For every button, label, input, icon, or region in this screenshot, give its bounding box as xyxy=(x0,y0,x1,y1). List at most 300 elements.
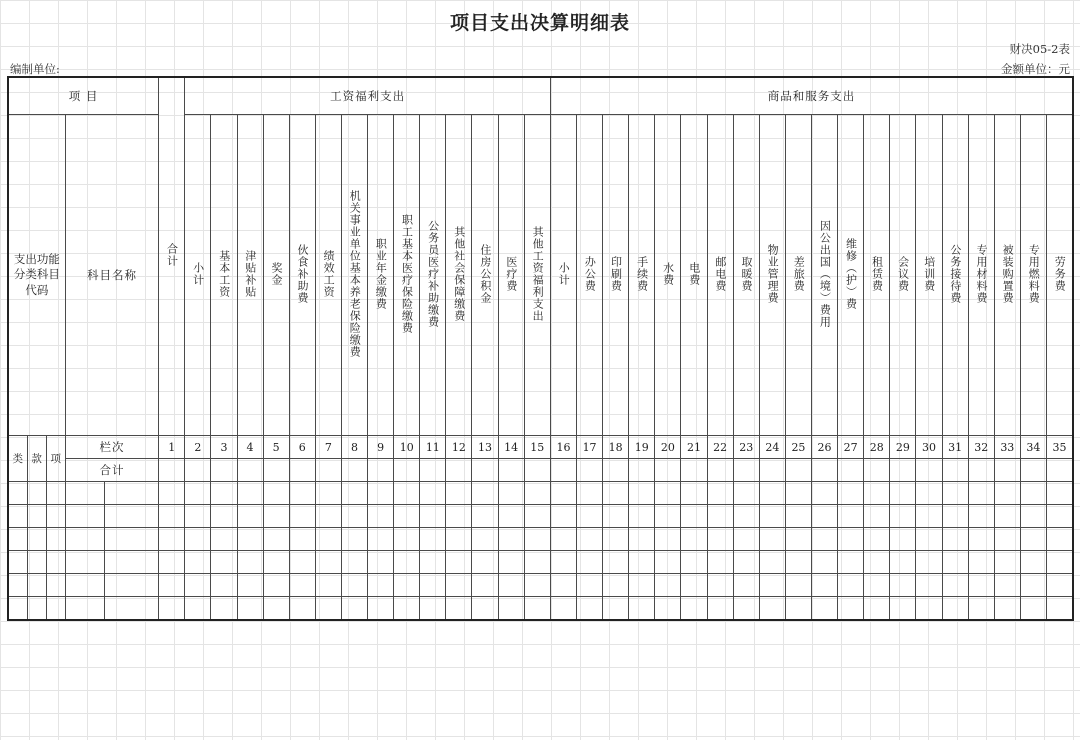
data-cell[interactable] xyxy=(838,528,864,551)
data-cell[interactable] xyxy=(1020,482,1046,505)
data-cell[interactable] xyxy=(942,459,968,482)
data-cell[interactable] xyxy=(785,482,811,505)
wage-column-header: 医疗费 xyxy=(498,115,524,436)
data-cell[interactable] xyxy=(785,574,811,597)
data-cell[interactable] xyxy=(916,528,942,551)
data-cell[interactable] xyxy=(524,574,550,597)
data-cell[interactable] xyxy=(812,528,838,551)
data-cell[interactable] xyxy=(27,551,46,574)
data-cell[interactable] xyxy=(263,528,289,551)
data-cell[interactable] xyxy=(341,482,367,505)
data-cell[interactable] xyxy=(968,482,994,505)
data-cell[interactable] xyxy=(1020,551,1046,574)
data-cell[interactable] xyxy=(211,528,237,551)
data-cell[interactable] xyxy=(394,574,420,597)
data-cell[interactable] xyxy=(263,482,289,505)
data-cell[interactable] xyxy=(577,459,603,482)
data-cell[interactable] xyxy=(498,528,524,551)
data-cell[interactable] xyxy=(263,597,289,621)
data-cell[interactable] xyxy=(994,459,1020,482)
data-cell[interactable] xyxy=(838,482,864,505)
data-cell[interactable] xyxy=(968,459,994,482)
data-cell[interactable] xyxy=(420,551,446,574)
data-cell[interactable] xyxy=(916,482,942,505)
data-cell[interactable] xyxy=(577,482,603,505)
data-cell[interactable] xyxy=(524,551,550,574)
data-cell[interactable] xyxy=(916,505,942,528)
data-cell[interactable] xyxy=(420,597,446,621)
data-cell[interactable] xyxy=(864,505,890,528)
goods-column-header: 因公出国（境）费用 xyxy=(812,115,838,436)
data-cell[interactable] xyxy=(394,459,420,482)
data-cell[interactable] xyxy=(46,551,65,574)
data-cell[interactable] xyxy=(994,528,1020,551)
data-cell[interactable] xyxy=(733,551,759,574)
data-cell[interactable] xyxy=(629,459,655,482)
data-cell[interactable] xyxy=(368,459,394,482)
data-cell[interactable] xyxy=(785,597,811,621)
data-cell[interactable] xyxy=(27,528,46,551)
data-cell[interactable] xyxy=(65,528,104,551)
data-cell[interactable] xyxy=(707,528,733,551)
data-cell[interactable] xyxy=(237,528,263,551)
goods-column-header: 邮电费 xyxy=(707,115,733,436)
data-cell[interactable] xyxy=(524,528,550,551)
data-cell[interactable] xyxy=(681,505,707,528)
data-cell[interactable] xyxy=(916,597,942,621)
data-cell[interactable] xyxy=(315,551,341,574)
data-cell[interactable] xyxy=(864,597,890,621)
data-cell[interactable] xyxy=(1020,459,1046,482)
data-cell[interactable] xyxy=(1020,597,1046,621)
goods-column-header: 取暖费 xyxy=(733,115,759,436)
data-cell[interactable] xyxy=(8,482,27,505)
data-cell[interactable] xyxy=(577,505,603,528)
data-cell[interactable] xyxy=(994,482,1020,505)
data-cell[interactable] xyxy=(420,482,446,505)
data-cell[interactable] xyxy=(655,528,681,551)
data-cell[interactable] xyxy=(8,574,27,597)
column-index-cell: 30 xyxy=(916,436,942,459)
data-cell[interactable] xyxy=(890,551,916,574)
data-cell[interactable] xyxy=(550,459,576,482)
goods-column-header: 专用燃料费 xyxy=(1020,115,1046,436)
column-index-cell: 21 xyxy=(681,436,707,459)
goods-column-header: 电费 xyxy=(681,115,707,436)
data-cell[interactable] xyxy=(394,482,420,505)
data-cell[interactable] xyxy=(185,505,211,528)
data-cell[interactable] xyxy=(472,551,498,574)
data-cell[interactable] xyxy=(785,459,811,482)
data-cell[interactable] xyxy=(237,482,263,505)
data-cell[interactable] xyxy=(46,505,65,528)
column-index-cell: 22 xyxy=(707,436,733,459)
data-cell[interactable] xyxy=(550,528,576,551)
data-cell[interactable] xyxy=(237,574,263,597)
data-cell[interactable] xyxy=(368,551,394,574)
reporting-unit-label: 编制单位: xyxy=(10,62,60,76)
data-cell[interactable] xyxy=(46,597,65,621)
data-cell[interactable] xyxy=(707,551,733,574)
data-cell[interactable] xyxy=(8,505,27,528)
data-cell[interactable] xyxy=(707,482,733,505)
data-cell[interactable] xyxy=(446,574,472,597)
data-cell[interactable] xyxy=(185,528,211,551)
data-cell[interactable] xyxy=(394,551,420,574)
data-cell[interactable] xyxy=(472,574,498,597)
data-cell[interactable] xyxy=(315,574,341,597)
data-cell[interactable] xyxy=(707,505,733,528)
data-cell[interactable] xyxy=(368,528,394,551)
data-cell[interactable] xyxy=(289,482,315,505)
data-cell[interactable] xyxy=(890,505,916,528)
data-cell[interactable] xyxy=(420,459,446,482)
data-cell[interactable] xyxy=(498,551,524,574)
data-cell[interactable] xyxy=(942,597,968,621)
data-cell[interactable] xyxy=(185,574,211,597)
data-cell[interactable] xyxy=(629,528,655,551)
data-cell[interactable] xyxy=(603,551,629,574)
data-cell[interactable] xyxy=(27,597,46,621)
data-cell[interactable] xyxy=(498,459,524,482)
data-cell[interactable] xyxy=(46,482,65,505)
data-cell[interactable] xyxy=(104,505,158,528)
data-cell[interactable] xyxy=(289,505,315,528)
data-cell[interactable] xyxy=(759,551,785,574)
data-cell[interactable] xyxy=(8,597,27,621)
total-column-header: 合计 xyxy=(159,77,185,436)
expenditure-table xyxy=(7,76,1074,621)
data-cell[interactable] xyxy=(968,505,994,528)
data-cell[interactable] xyxy=(263,551,289,574)
data-cell[interactable] xyxy=(733,459,759,482)
data-cell[interactable] xyxy=(104,597,158,621)
data-cell[interactable] xyxy=(27,482,46,505)
data-cell[interactable] xyxy=(603,505,629,528)
data-cell[interactable] xyxy=(8,551,27,574)
wage-column-header: 绩效工资 xyxy=(315,115,341,436)
data-cell[interactable] xyxy=(759,597,785,621)
data-cell[interactable] xyxy=(942,528,968,551)
data-cell[interactable] xyxy=(498,597,524,621)
data-cell[interactable] xyxy=(27,505,46,528)
data-cell[interactable] xyxy=(237,597,263,621)
data-cell[interactable] xyxy=(159,459,185,482)
data-cell[interactable] xyxy=(890,482,916,505)
data-cell[interactable] xyxy=(315,459,341,482)
data-cell[interactable] xyxy=(838,505,864,528)
data-cell[interactable] xyxy=(812,482,838,505)
data-cell[interactable] xyxy=(785,528,811,551)
data-cell[interactable] xyxy=(368,482,394,505)
data-cell[interactable] xyxy=(942,551,968,574)
data-cell[interactable] xyxy=(104,574,158,597)
data-cell[interactable] xyxy=(341,505,367,528)
data-cell[interactable] xyxy=(1046,574,1073,597)
amount-unit-label: 金额单位：元 xyxy=(1001,62,1070,76)
data-cell[interactable] xyxy=(104,482,158,505)
data-cell[interactable] xyxy=(368,597,394,621)
data-cell[interactable] xyxy=(838,574,864,597)
data-cell[interactable] xyxy=(968,528,994,551)
data-cell[interactable] xyxy=(916,459,942,482)
data-cell[interactable] xyxy=(46,528,65,551)
data-cell[interactable] xyxy=(65,482,104,505)
data-cell[interactable] xyxy=(629,574,655,597)
data-cell[interactable] xyxy=(812,574,838,597)
data-cell[interactable] xyxy=(394,528,420,551)
data-cell[interactable] xyxy=(185,551,211,574)
data-cell[interactable] xyxy=(864,551,890,574)
data-cell[interactable] xyxy=(655,551,681,574)
data-cell[interactable] xyxy=(159,574,185,597)
data-cell[interactable] xyxy=(655,597,681,621)
data-cell[interactable] xyxy=(864,528,890,551)
goods-column-header: 培训费 xyxy=(916,115,942,436)
data-cell[interactable] xyxy=(785,505,811,528)
data-cell[interactable] xyxy=(185,459,211,482)
data-cell[interactable] xyxy=(8,528,27,551)
data-cell[interactable] xyxy=(289,551,315,574)
data-cell[interactable] xyxy=(629,505,655,528)
data-cell[interactable] xyxy=(341,551,367,574)
data-cell[interactable] xyxy=(838,597,864,621)
data-cell[interactable] xyxy=(968,597,994,621)
data-cell[interactable] xyxy=(263,459,289,482)
data-cell[interactable] xyxy=(289,528,315,551)
data-cell[interactable] xyxy=(65,551,104,574)
column-index-cell: 35 xyxy=(1046,436,1073,459)
data-cell[interactable] xyxy=(420,528,446,551)
data-cell[interactable] xyxy=(472,482,498,505)
data-cell[interactable] xyxy=(211,459,237,482)
data-cell[interactable] xyxy=(1046,528,1073,551)
column-index-cell: 24 xyxy=(759,436,785,459)
data-cell[interactable] xyxy=(968,574,994,597)
data-cell[interactable] xyxy=(524,505,550,528)
data-cell[interactable] xyxy=(759,505,785,528)
data-cell[interactable] xyxy=(942,482,968,505)
data-cell[interactable] xyxy=(707,597,733,621)
data-cell[interactable] xyxy=(629,597,655,621)
data-cell[interactable] xyxy=(289,574,315,597)
data-cell[interactable] xyxy=(315,528,341,551)
data-cell[interactable] xyxy=(263,505,289,528)
data-cell[interactable] xyxy=(733,597,759,621)
data-cell[interactable] xyxy=(759,459,785,482)
data-cell[interactable] xyxy=(681,482,707,505)
data-cell[interactable] xyxy=(472,459,498,482)
form-code: 财决05-2表 xyxy=(1009,42,1070,56)
data-cell[interactable] xyxy=(681,459,707,482)
data-cell[interactable] xyxy=(864,459,890,482)
data-cell[interactable] xyxy=(733,482,759,505)
data-cell[interactable] xyxy=(394,505,420,528)
data-cell[interactable] xyxy=(211,505,237,528)
data-cell[interactable] xyxy=(655,459,681,482)
data-cell[interactable] xyxy=(524,459,550,482)
data-cell[interactable] xyxy=(65,597,104,621)
data-cell[interactable] xyxy=(289,459,315,482)
data-cell[interactable] xyxy=(838,459,864,482)
data-cell[interactable] xyxy=(890,574,916,597)
data-cell[interactable] xyxy=(159,482,185,505)
data-cell[interactable] xyxy=(550,551,576,574)
data-cell[interactable] xyxy=(498,482,524,505)
data-cell[interactable] xyxy=(368,505,394,528)
data-cell[interactable] xyxy=(1020,574,1046,597)
data-cell[interactable] xyxy=(994,505,1020,528)
data-cell[interactable] xyxy=(916,574,942,597)
data-cell[interactable] xyxy=(603,528,629,551)
data-cell[interactable] xyxy=(185,482,211,505)
data-cell[interactable] xyxy=(733,528,759,551)
data-cell[interactable] xyxy=(759,482,785,505)
data-cell[interactable] xyxy=(341,528,367,551)
data-cell[interactable] xyxy=(603,597,629,621)
data-cell[interactable] xyxy=(1046,459,1073,482)
data-cell[interactable] xyxy=(838,551,864,574)
data-cell[interactable] xyxy=(498,574,524,597)
data-cell[interactable] xyxy=(864,482,890,505)
data-cell[interactable] xyxy=(968,551,994,574)
data-cell[interactable] xyxy=(550,482,576,505)
data-cell[interactable] xyxy=(211,597,237,621)
data-cell[interactable] xyxy=(1046,482,1073,505)
data-cell[interactable] xyxy=(46,574,65,597)
data-cell[interactable] xyxy=(394,597,420,621)
data-cell[interactable] xyxy=(812,551,838,574)
data-cell[interactable] xyxy=(159,551,185,574)
data-cell[interactable] xyxy=(263,574,289,597)
data-cell[interactable] xyxy=(237,459,263,482)
data-cell[interactable] xyxy=(890,528,916,551)
data-cell[interactable] xyxy=(104,528,158,551)
data-cell[interactable] xyxy=(707,459,733,482)
data-cell[interactable] xyxy=(707,574,733,597)
data-cell[interactable] xyxy=(733,505,759,528)
data-cell[interactable] xyxy=(289,597,315,621)
data-cell[interactable] xyxy=(994,597,1020,621)
data-cell[interactable] xyxy=(472,528,498,551)
data-cell[interactable] xyxy=(812,597,838,621)
data-cell[interactable] xyxy=(27,574,46,597)
data-cell[interactable] xyxy=(315,597,341,621)
wage-column-header: 其他工资福利支出 xyxy=(524,115,550,436)
data-cell[interactable] xyxy=(104,551,158,574)
data-cell[interactable] xyxy=(681,551,707,574)
data-cell[interactable] xyxy=(1020,528,1046,551)
data-cell[interactable] xyxy=(159,597,185,621)
data-cell[interactable] xyxy=(420,574,446,597)
data-cell[interactable] xyxy=(812,505,838,528)
data-cell[interactable] xyxy=(315,505,341,528)
data-cell[interactable] xyxy=(890,459,916,482)
data-cell[interactable] xyxy=(185,597,211,621)
data-cell[interactable] xyxy=(472,597,498,621)
data-cell[interactable] xyxy=(341,459,367,482)
data-cell[interactable] xyxy=(420,505,446,528)
data-cell[interactable] xyxy=(498,505,524,528)
data-cell[interactable] xyxy=(237,551,263,574)
data-cell[interactable] xyxy=(629,482,655,505)
data-cell[interactable] xyxy=(681,574,707,597)
data-cell[interactable] xyxy=(890,597,916,621)
data-cell[interactable] xyxy=(759,574,785,597)
column-index-cell: 29 xyxy=(890,436,916,459)
data-cell[interactable] xyxy=(65,505,104,528)
data-cell[interactable] xyxy=(159,505,185,528)
data-cell[interactable] xyxy=(864,574,890,597)
data-cell[interactable] xyxy=(681,528,707,551)
data-cell[interactable] xyxy=(603,574,629,597)
data-cell[interactable] xyxy=(994,551,1020,574)
data-cell[interactable] xyxy=(550,574,576,597)
data-cell[interactable] xyxy=(1046,551,1073,574)
data-cell[interactable] xyxy=(237,505,263,528)
data-cell[interactable] xyxy=(733,574,759,597)
data-cell[interactable] xyxy=(759,528,785,551)
row-index-label: 栏次 xyxy=(65,436,158,459)
data-cell[interactable] xyxy=(812,459,838,482)
data-cell[interactable] xyxy=(472,505,498,528)
data-cell[interactable] xyxy=(211,574,237,597)
data-cell[interactable] xyxy=(994,574,1020,597)
data-cell[interactable] xyxy=(446,459,472,482)
data-cell[interactable] xyxy=(577,551,603,574)
goods-column-header: 办公费 xyxy=(577,115,603,436)
data-cell[interactable] xyxy=(524,597,550,621)
data-cell[interactable] xyxy=(211,482,237,505)
data-cell[interactable] xyxy=(550,597,576,621)
goods-column-header: 小计 xyxy=(550,115,576,436)
data-cell[interactable] xyxy=(446,482,472,505)
data-cell[interactable] xyxy=(446,597,472,621)
data-cell[interactable] xyxy=(1046,597,1073,621)
data-cell[interactable] xyxy=(341,574,367,597)
data-cell[interactable] xyxy=(550,505,576,528)
data-cell[interactable] xyxy=(655,482,681,505)
data-cell[interactable] xyxy=(681,597,707,621)
data-cell[interactable] xyxy=(629,551,655,574)
data-cell[interactable] xyxy=(1046,505,1073,528)
data-cell[interactable] xyxy=(524,482,550,505)
data-cell[interactable] xyxy=(315,482,341,505)
data-cell[interactable] xyxy=(341,597,367,621)
data-cell[interactable] xyxy=(603,482,629,505)
data-cell[interactable] xyxy=(655,505,681,528)
data-cell[interactable] xyxy=(368,574,394,597)
data-cell[interactable] xyxy=(603,459,629,482)
table-row xyxy=(8,505,1073,528)
data-cell[interactable] xyxy=(577,597,603,621)
data-cell[interactable] xyxy=(65,574,104,597)
data-cell[interactable] xyxy=(211,551,237,574)
data-cell[interactable] xyxy=(785,551,811,574)
data-cell[interactable] xyxy=(446,551,472,574)
data-cell[interactable] xyxy=(446,505,472,528)
data-cell[interactable] xyxy=(916,551,942,574)
data-cell[interactable] xyxy=(942,505,968,528)
data-cell[interactable] xyxy=(1020,505,1046,528)
data-cell[interactable] xyxy=(577,574,603,597)
column-index-cell: 25 xyxy=(785,436,811,459)
data-cell[interactable] xyxy=(446,528,472,551)
data-cell[interactable] xyxy=(577,528,603,551)
data-cell[interactable] xyxy=(655,574,681,597)
data-cell[interactable] xyxy=(942,574,968,597)
data-cell[interactable] xyxy=(159,528,185,551)
